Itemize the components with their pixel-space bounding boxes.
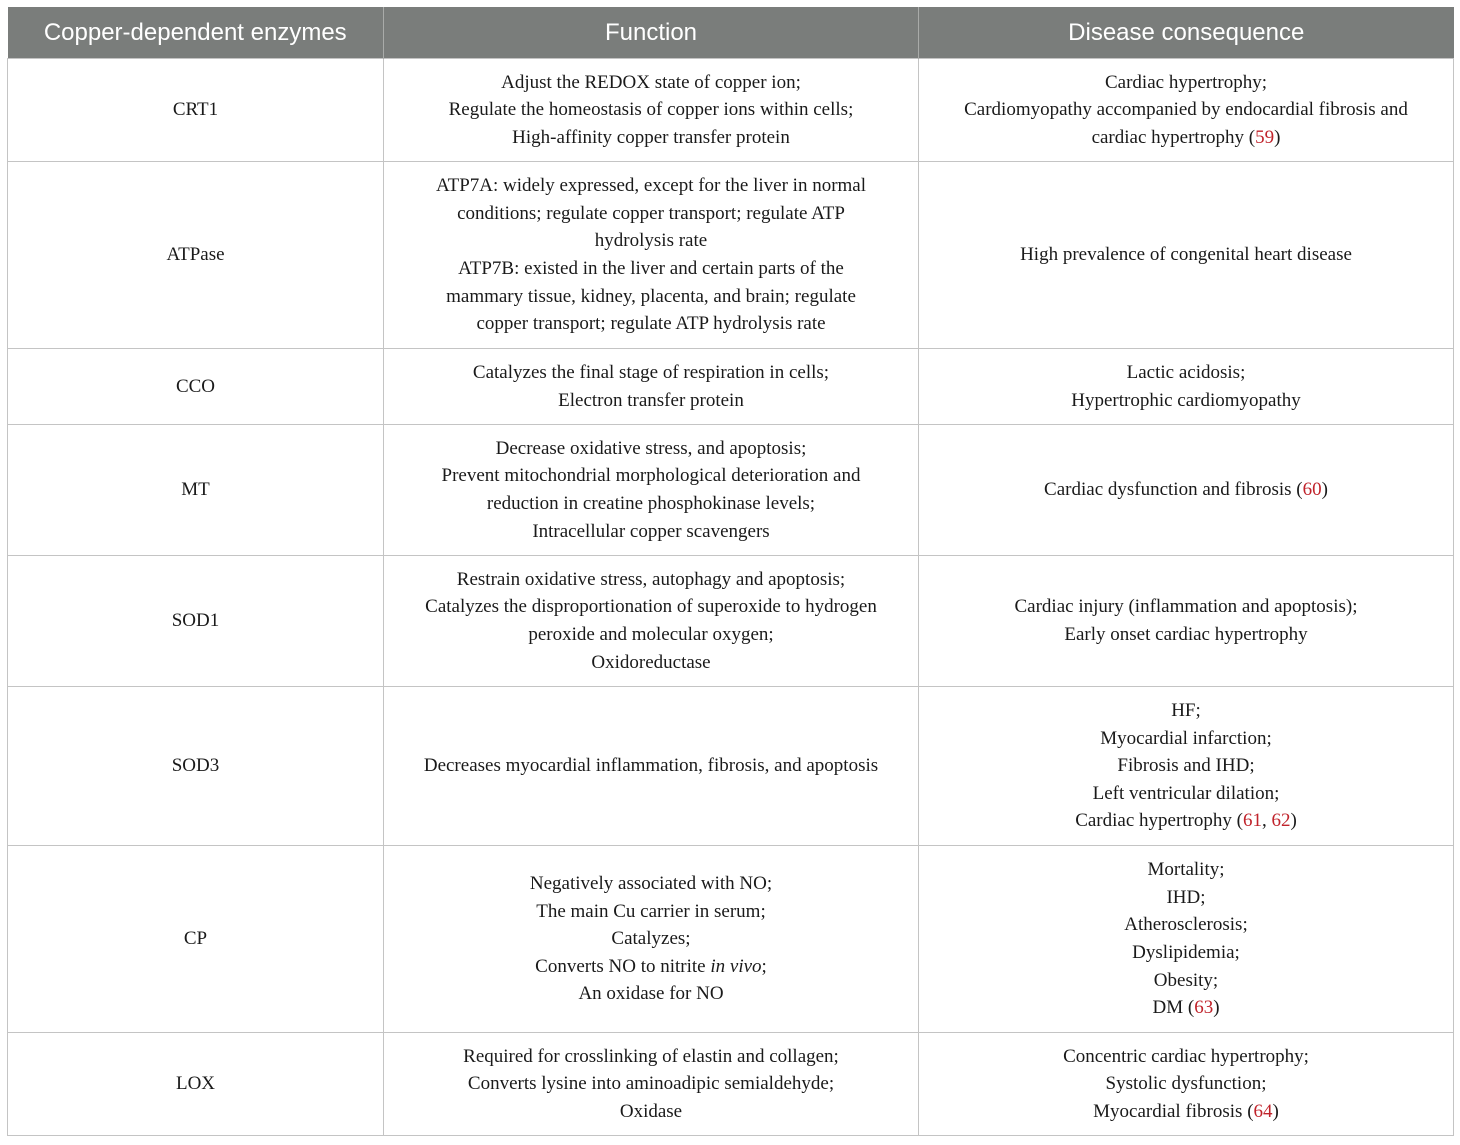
text-line: Decrease oxidative stress, and apoptosis; <box>495 437 807 459</box>
text-line: Oxidase <box>619 1100 683 1122</box>
enzyme-cell: CP <box>8 846 384 1033</box>
text-line: copper transport; regulate ATP hydrolysis rate <box>476 313 826 335</box>
enzyme-cell: LOX <box>8 1033 384 1136</box>
function-cell <box>384 556 919 687</box>
text-line: Regulate the homeostasis of copper ions within cells; <box>448 99 854 121</box>
header-enzymes: Copper-dependent enzymes <box>8 7 384 59</box>
text-line: Cardiac hypertrophy (61, 62) <box>1075 810 1297 832</box>
text-fragment: Cardiac dysfunction and fibrosis ( <box>1044 479 1303 501</box>
text-line: Cardiac hypertrophy; <box>1105 71 1267 93</box>
text-line: Hypertrophic cardiomyopathy <box>1071 389 1301 411</box>
text-line: Concentric cardiac hypertrophy; <box>1063 1045 1309 1067</box>
text-line: IHD; <box>1166 886 1206 908</box>
text-line: Cardiomyopathy accompanied by endocardial fibrosis and <box>964 99 1408 121</box>
reference-link[interactable]: 60 <box>1302 479 1322 501</box>
function-cell <box>384 349 919 425</box>
header-function: Function <box>384 7 919 59</box>
disease-cell <box>919 556 1454 687</box>
text-line: cardiac hypertrophy (59) <box>1091 126 1281 148</box>
text-line: Mortality; <box>1147 859 1225 881</box>
text-line: High-affinity copper transfer protein <box>512 126 790 148</box>
reference-link[interactable]: 61 <box>1242 810 1262 832</box>
text-line: Fibrosis and IHD; <box>1117 755 1255 777</box>
text-line: Prevent mitochondrial morphological deterioration and <box>441 465 861 487</box>
table-header-row <box>8 7 1454 59</box>
text-line: Electron transfer protein <box>558 389 744 411</box>
enzyme-cell: SOD1 <box>8 556 384 687</box>
reference-link[interactable]: 62 <box>1271 810 1291 832</box>
text-fragment: DM ( <box>1152 997 1195 1019</box>
table-row <box>8 425 1454 556</box>
disease-cell <box>919 846 1454 1033</box>
table-row <box>8 349 1454 425</box>
text-line: Required for crosslinking of elastin and collagen; <box>463 1045 839 1067</box>
text-line: reduction in creatine phosphokinase levels; <box>486 493 816 514</box>
text-line: Intracellular copper scavengers <box>532 520 770 542</box>
function-cell <box>384 687 919 846</box>
text-fragment: Converts NO to nitrite <box>535 955 711 977</box>
text-line: Systolic dysfunction; <box>1105 1073 1267 1095</box>
disease-cell <box>919 59 1454 162</box>
reference-link[interactable]: 59 <box>1255 126 1275 148</box>
header-disease: Disease consequence <box>919 7 1454 59</box>
text-line: Catalyzes the disproportionation of superoxide to hydrogen <box>425 596 877 618</box>
text-line: HF; <box>1171 700 1201 722</box>
function-cell <box>384 59 919 162</box>
copper-enzymes-table <box>7 7 1454 1136</box>
text-fragment: ; <box>761 955 767 977</box>
text-fragment: Myocardial fibrosis ( <box>1093 1100 1254 1122</box>
table-row <box>8 59 1454 162</box>
disease-cell <box>919 1033 1454 1136</box>
text-line: hydrolysis rate <box>594 230 708 252</box>
reference-link[interactable]: 64 <box>1253 1100 1273 1122</box>
text-line: The main Cu carrier in serum; <box>536 900 766 922</box>
enzyme-cell: MT <box>8 425 384 556</box>
table-row <box>8 1033 1454 1136</box>
text-line: Lactic acidosis; <box>1126 361 1246 383</box>
enzyme-cell: ATPase <box>8 162 384 349</box>
reference-link[interactable]: 63 <box>1194 997 1214 1019</box>
disease-cell <box>919 349 1454 425</box>
function-cell <box>384 1033 919 1136</box>
text-line: conditions; regulate copper transport; regulate ATP <box>457 202 845 224</box>
text-fragment: cardiac hypertrophy ( <box>1091 126 1256 148</box>
disease-cell <box>919 425 1454 556</box>
enzyme-cell: SOD3 <box>8 687 384 846</box>
text-line: Cardiac dysfunction and fibrosis (60) <box>1044 479 1328 501</box>
text-line: An oxidase for NO <box>578 983 724 1005</box>
table-row <box>8 162 1454 349</box>
disease-cell <box>919 687 1454 846</box>
text-line: Obesity; <box>1153 969 1219 991</box>
text-line: ATP7B: existed in the liver and certain parts of the <box>458 258 844 279</box>
table-row <box>8 846 1454 1033</box>
text-line <box>394 953 908 981</box>
text-line: Oxidoreductase <box>591 651 711 673</box>
text-line: Catalyzes the final stage of respiration in cells; <box>472 361 830 383</box>
text-line: Myocardial infarction; <box>1100 727 1272 749</box>
text-line: Decreases myocardial inflammation, fibrosis, and apoptosis <box>423 755 879 777</box>
text-line: Restrain oxidative stress, autophagy and apoptosis; <box>456 568 846 590</box>
enzyme-cell: CCO <box>8 349 384 425</box>
enzyme-cell: CRT1 <box>8 59 384 162</box>
text-line: Cardiac injury (inflammation and apoptosis); <box>1014 596 1358 618</box>
text-line: Adjust the REDOX state of copper ion; <box>501 71 801 93</box>
text-line: ATP7A: widely expressed, except for the liver in normal <box>435 175 867 197</box>
function-cell <box>384 162 919 349</box>
text-line: Negatively associated with NO; <box>529 873 773 895</box>
italic-text: in vivo <box>710 955 762 977</box>
function-cell <box>384 846 919 1033</box>
text-line: Converts lysine into aminoadipic semialdehyde; <box>467 1073 835 1095</box>
table-row <box>8 556 1454 687</box>
disease-cell <box>919 162 1454 349</box>
text-line: Myocardial fibrosis (64) <box>1093 1100 1279 1122</box>
text-line: Early onset cardiac hypertrophy <box>1064 624 1308 645</box>
text-line: Atherosclerosis; <box>1124 914 1248 936</box>
text-line: peroxide and molecular oxygen; <box>528 624 774 645</box>
function-cell <box>384 425 919 556</box>
text-line: High prevalence of congenital heart disease <box>1020 244 1352 266</box>
text-line: Dyslipidemia; <box>1132 942 1240 963</box>
table-row <box>8 687 1454 846</box>
text-line: mammary tissue, kidney, placenta, and brain; regulate <box>446 285 856 307</box>
text-line: Catalyzes; <box>611 928 691 950</box>
text-line: Left ventricular dilation; <box>1092 782 1280 804</box>
text-line: DM (63) <box>1152 997 1220 1019</box>
text-fragment: Cardiac hypertrophy ( <box>1075 810 1243 832</box>
